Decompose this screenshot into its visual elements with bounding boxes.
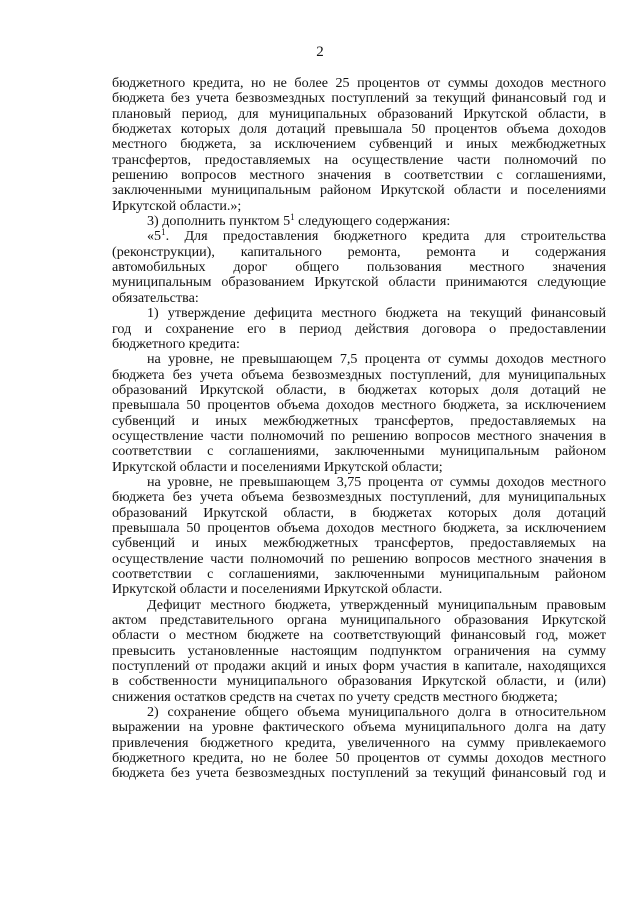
text-line [112,275,606,290]
text-line-content: осуществление части полномочий по решению вопросов местного значения в [112,427,606,444]
text-line [112,153,606,168]
text-line [112,444,606,459]
page-number: 2 [316,44,324,60]
text-line-content: превысить установленные настоящим подпунктом ограничения на сумму [112,642,606,659]
text-line-content: бюджетного кредита, но не более 50 процентов от суммы доходов местного [112,750,606,767]
text-line-content: автомобильных дорог общего пользования местного значения [112,259,606,276]
text-line [112,414,606,429]
text-line-content: 2) сохранение общего объема муниципального долга в относительном [147,704,606,721]
document-body [112,76,606,782]
text-line [112,306,606,321]
text-line-content: местного бюджета, за исключением субвенций и иных межбюджетных [112,136,606,153]
text-line [112,736,606,751]
text-line-continuation: . Для предоставления бюджетного кредита для строительства [165,228,606,245]
text-line [112,720,606,735]
text-line-content: субвенций и иных межбюджетных трансфертов, предоставляемых на [112,535,606,552]
text-line [112,766,606,781]
text-line [112,628,606,643]
text-line [112,475,606,490]
text-line-content: осуществление части полномочий по решению вопросов местного значения в [112,550,606,567]
text-line-content: трансфертов, предоставляемых на осуществление части полномочий по [112,151,606,168]
text-line [112,690,606,705]
text-line [112,751,606,766]
text-line-content: в собственности муниципального образования Иркутской области, и (или) [112,673,606,690]
text-line [112,552,606,567]
text-line [112,598,606,613]
text-line-content: обязательства: [112,289,199,306]
text-line-content: превышала 50 процентов объема доходов местного бюджета, за исключением [112,397,606,414]
text-line [112,107,606,122]
text-line [112,613,606,628]
text-line [112,168,606,183]
text-line-content: бюджета без учета объема безвозмездных поступлений, для муниципальных [112,489,606,506]
text-line-content: на уровне, не превышающем 7,5 процента от суммы доходов местного [147,351,606,368]
text-line [112,705,606,720]
text-line [112,91,606,106]
text-line [112,122,606,137]
text-line-content: снижения остатков средств на счетах по учету средств местного бюджета; [112,688,558,705]
text-line [112,352,606,367]
text-line-content: выражении на уровне фактического объема муниципального долга на дату [112,719,606,736]
text-line-content: соответствии с соглашениями, заключенными муниципальным районом [112,566,606,582]
text-line-content: соответствии с соглашениями, заключенными муниципальным районом [112,443,606,460]
text-line [112,674,606,689]
text-line-content: образований Иркутской области, в бюджетах которых доля дотаций [112,504,606,521]
text-line-content: муниципальным образованием Иркутской области принимаются следующие [112,274,606,291]
text-line-continuation: следующего содержания: [294,213,451,230]
text-line-content: образований Иркутской области, в бюджетах которых доля дотаций не [112,381,606,398]
text-line-content: бюджета без учета безвозмездных поступлений за текущий финансовый год и [112,765,606,782]
text-line-content: Иркутской области и поселениями Иркутской области. [112,581,443,598]
text-line [112,659,606,674]
text-line [112,506,606,521]
text-line-content: Дефицит местного бюджета, утвержденный муниципальным правовым [147,596,606,613]
text-line-content: области о местном бюджете на соответствующий финансовый год, может [112,627,606,644]
text-line-content: бюджетного кредита, но не более 25 процентов от суммы доходов местного [112,75,606,91]
text-line-content: год и сохранение его в период действия договора о предоставлении [112,320,606,337]
text-line [112,183,606,198]
text-line [112,536,606,551]
text-line [112,291,606,306]
text-line-content: актом представительного органа муниципального образования Иркутской [112,612,606,629]
text-line-content: поступлений от продажи акций и иных форм участия в капитале, находящихся [112,658,606,675]
text-line-content: заключенными муниципальным районом Иркутской области и поселениями [112,182,606,199]
text-line-content: 1) утверждение дефицита местного бюджета на текущий финансовый [147,305,606,322]
text-line [112,383,606,398]
text-line [112,567,606,582]
text-line-content: субвенций и иных межбюджетных трансфертов, предоставляемых на [112,412,606,429]
text-line [112,322,606,337]
text-line [112,199,606,214]
text-line-content: бюджета без учета объема безвозмездных поступлений, для муниципальных [112,366,606,383]
text-line [112,582,606,597]
text-line [112,429,606,444]
text-line [112,137,606,152]
text-line-content: решению вопросов местного значения в соответствии с соглашениями, [112,167,606,184]
text-line-content: плановый период, для муниципальных образований Иркутской области, в [112,105,606,122]
text-line [112,245,606,260]
text-line [112,229,606,244]
text-line-content: 3) дополнить пунктом 5 [147,213,291,230]
text-line-content: Иркутской области.»; [112,197,242,214]
text-line-content: (реконструкции), капитального ремонта, ремонта и содержания [112,243,606,260]
text-line [112,368,606,383]
text-line-content: «5 [147,228,162,245]
text-line-content: на уровне, не превышающем 3,75 процента от суммы доходов местного [147,473,606,490]
text-line [112,76,606,91]
text-line-content: превышала 50 процентов объема доходов местного бюджета, за исключением [112,519,606,536]
text-line [112,490,606,505]
text-line-content: Иркутской области и поселениями Иркутской области; [112,458,443,475]
text-line-content: привлечения бюджетного кредита, увеличенного на сумму привлекаемого [112,734,606,751]
superscript: 1 [290,212,295,223]
text-line [112,644,606,659]
text-line [112,398,606,413]
text-line [112,460,606,475]
superscript: 1 [161,227,166,238]
text-line [112,337,606,352]
text-line [112,260,606,275]
text-line-content: бюджетах которых доля дотаций превышала 50 процентов объема доходов [112,121,606,138]
text-line-content: бюджета без учета безвозмездных поступлений за текущий финансовый год и [112,90,606,107]
text-line [112,521,606,536]
text-line-content: бюджетного кредита: [112,335,240,352]
